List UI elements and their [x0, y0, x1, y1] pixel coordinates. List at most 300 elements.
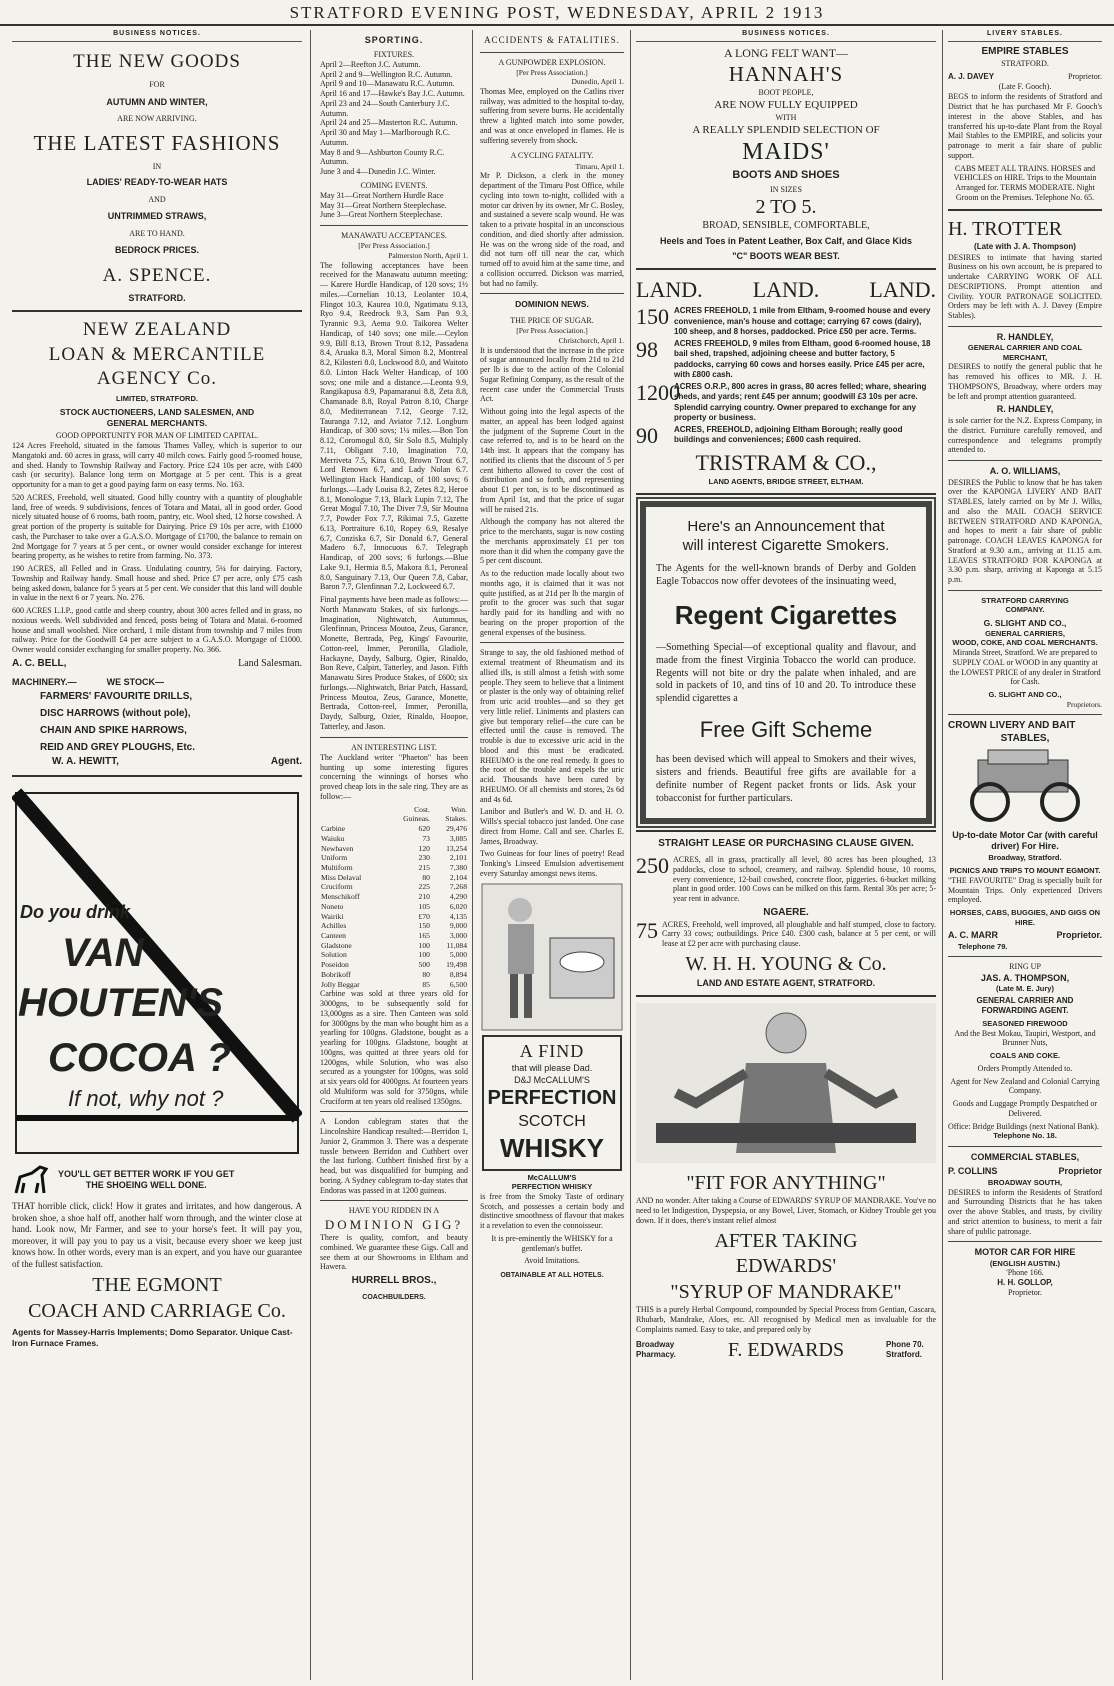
ad-line: WITH [775, 112, 797, 122]
ad-line: McCALLUM'S [527, 1172, 577, 1182]
ad-line: A. C. MARR [948, 930, 998, 941]
table-cell: 105 [418, 901, 430, 911]
ad-line: H. TROTTER [948, 217, 1063, 240]
listing-text: ACRES O.R.P., 800 acres in grass, 80 acres felled; whare, shearing sheds, and yards; rent £45 per annum; goodwill £3 10s per acre. Splendid carrying country. Owner prepared to exchange for any property or business. [674, 382, 927, 422]
table-cell: Wairiki [321, 911, 344, 921]
table-cell: Waiuku [321, 833, 345, 843]
ad-line: A REALLY SPLENDID SELECTION OF [692, 123, 880, 136]
table-cell: 100 [418, 940, 430, 950]
acre-number: 75 [636, 917, 658, 943]
ad-line: MACHINERY.— [12, 676, 77, 687]
ad-line: COMPANY. [1005, 605, 1045, 615]
table-cell: 165 [418, 930, 430, 940]
ad-line: ARE TO HAND. [129, 228, 185, 238]
ad-line: COACH AND CARRIAGE Co. [28, 1299, 286, 1322]
ad-line: NEW ZEALAND [82, 319, 232, 341]
table-cell: 73 [422, 833, 430, 843]
ad-line: SEASONED FIREWOOD [982, 1019, 1068, 1029]
property-listing: ACRES, Freehold, well improved, all ploughable and half stumped, close to factory. Carry 33 cows; outbuildings. Price £40. £300 cash, balance at 5 per cent, or will lease at £2 per acre with purchasing clause. [662, 919, 936, 949]
ad-line: W. H. H. YOUNG & Co. [685, 952, 887, 975]
ad-line: "FIT FOR ANYTHING" [686, 1171, 886, 1194]
ad-line: JAS. A. THOMPSON, [980, 972, 1070, 983]
dateline: Palmerston North, April 1. [388, 251, 468, 261]
event-item: May 31—Great Northern Steeplechase. [320, 200, 447, 210]
table-cell: 210 [418, 892, 430, 902]
ad-line: COACHBUILDERS. [362, 1293, 426, 1301]
ad-line: COCOA ? [48, 1036, 231, 1081]
subhead: THE PRICE OF SUGAR. [510, 316, 594, 326]
table-row [320, 873, 468, 883]
article-body: Without going into the legal aspects of the matter, an appeal has been lodged against the judgment of the Supreme Court in the case referred to, and is to be heard on the 14th inst. It appears that the company has notified its clients that the discount of 5 per cent hitherto allowed to cover the cost of distribution and so forth, and representing about £1 per ton, is to be discontinued as from April 1st, and that the price of sugar will be raised 21s. [480, 407, 624, 514]
fixture-item: April 30 and May 1—Marlborough R.C. Autumn. [320, 128, 450, 147]
table-row [320, 882, 468, 892]
ad-line: LADIES' READY-TO-WEAR HATS [86, 177, 228, 188]
ad-line: GOOD OPPORTUNITY FOR MAN OF LIMITED CAPITAL. [55, 431, 259, 441]
ad-line: P. COLLINS [948, 1166, 998, 1177]
article-body: Mr P. Dickson, a clerk in the money department of the Timaru Post Office, while cycling into town to-night, collided with a motor car driven by its owner, Mr C. Bosley, and sustained a severe scalp wound. He was taken to a private hospital in an unconscious condition, and died shortly after admission. He was on the wrong side of the road, and did not turn off till near the car, which turned off to avoid him at the same time, and a collision occurred. Dickson was married, but had no family. [480, 171, 624, 288]
ad-line: Agents for Massey-Harris Implements; Domo Separator. Unique Cast-Iron Furnace Frames. [12, 1327, 293, 1349]
table-cell: Solution [321, 950, 347, 960]
ad-line: Proprietor. [1008, 1288, 1042, 1298]
ad-body: THAT horrible click, click! How it grates and irritates, and how dangerous. A broken shoe, a shoe half off, another half worn through, and the winter close at hand. Look now, Mr Farmer, and see to your horse's feet. It will pay you, moreover, it will pay you to pay us a visit, because every shoer we keep just knows how. In other words, every man is an expert, and you have our guarantee of the fullest satisfaction. [12, 1201, 302, 1269]
regent-cigarettes-ad [640, 501, 932, 825]
table-cell: 120 [418, 843, 430, 853]
table-cell: 5,000 [449, 950, 467, 960]
ad-line: THE NEW GOODS [73, 50, 241, 72]
ad-line: WE STOCK— [106, 676, 165, 687]
table-cell: Jolly Beggar [321, 979, 360, 989]
ad-line: EDWARDS' [735, 1255, 837, 1278]
ad-line: TRISTRAM & CO., [695, 450, 877, 475]
table-cell: Bobrikoff [321, 969, 351, 979]
ad-line: PERFECTION WHISKY [511, 1182, 593, 1192]
subhead: DOMINION NEWS. [515, 299, 589, 310]
property-listing: 124 Acres Freehold, situated in the famous Thames Valley, which is superior to our Mangatoki and. 60 acres in grass, will carry 40 milch cows. Fairly good 5-roomed house, and shed. Handy to Township Railway and Factory. Price £24 10s per acre, with £400 cash (or security). Balance long term on Mortgage at 5 per cent. This is a great opportunity for a man to get a good paying farm on easy terms. No. 163. [12, 441, 302, 490]
ad-body: DESIRES to inform the Residents of Stratford and Surrounding Districts that he has taken over the above Stables, and trusts, by civility and strict attention to business, to merit a fair share of public patronage. [948, 1187, 1102, 1236]
property-listing: 190 ACRES, all Felled and in Grass. Undulating country, 5¼ for dairying. Factory, Township and Railway handy. Small house and shed. Price £7 per acre, only £75 cash being asked down, balance for 5 years at 5 per cent. We consider that this land will double in value in the next 6 or 7 years. No. 276. [12, 564, 302, 603]
whisky-ad [480, 882, 624, 1282]
ad-body: Miranda Street, Stratford. We are prepared to SUPPLY COAL or WOOD in any quantity at the LOWEST PRICE of any dealer in Stratford for Cash. [949, 648, 1101, 687]
press-line: [Per Press Association.] [516, 326, 588, 336]
table-header: Stakes. [445, 814, 467, 824]
ad-line: Phone 70. Stratford. [885, 1340, 924, 1360]
ad-line: Do you drink [20, 902, 131, 923]
horse-table [320, 805, 468, 990]
subhead: FIXTURES. [373, 49, 415, 59]
table-cell: 9,000 [449, 921, 467, 931]
article-body: Carbine was sold at three years old for 3000gns, to be subsequently sold for 13,000gns as a sire. Then Canteen was sold for 3000gns by the man who bought him as a yearling for 100gns. Gladstone, bought as a yearling for 100gns. Gladstone, bought at 100gns, was quitted at three years old for 1200gns, while Solution, who was also secured as a youngster for 100gns, was sold at six years old for 4000gns. At fourteen years old Multiform was sold for 3750gns, while Cruciform at ten years old realised 1350gns. [320, 989, 468, 1106]
table-cell: 8,894 [449, 969, 467, 979]
fixture-item: April 23 and 24—South Canterbury J.C. Autumn. [320, 98, 450, 118]
ad-line: If not, why not ? [68, 1086, 224, 1112]
ad-line: HURRELL BROS., [351, 1275, 437, 1287]
ad-line: Up-to-date Motor Car (with careful driver) For Hire. [952, 829, 1098, 852]
subhead: A GUNPOWDER EXPLOSION. [498, 57, 606, 67]
fixture-item: May 8 and 9—Ashburton County R.C. Autumn. [320, 147, 445, 167]
fixture-item: June 3 and 4—Dunedin J.C. Winter. [320, 167, 436, 176]
ad-line: H. H. GOLLOP, [997, 1278, 1053, 1288]
ad-line: Avoid Imitations. [524, 1256, 580, 1266]
column-5 [942, 30, 1108, 1680]
events-list [320, 191, 468, 220]
table-cell: Noneto [321, 901, 344, 911]
ad-line: (Late F. Gooch). [998, 82, 1052, 92]
table-cell: 215 [418, 862, 430, 872]
ad-line: will interest Cigarette Smokers. [682, 536, 890, 554]
ad-line: And the Best Mokau, Taupiri, Westport, and Brunner Nuts, [954, 1028, 1096, 1048]
ad-line: CHAIN AND SPIKE HARROWS, [40, 725, 187, 737]
horse-icon [12, 1163, 52, 1197]
ad-line: BROAD, SENSIBLE, COMFORTABLE, [702, 220, 870, 232]
table-cell: 3,000 [449, 930, 467, 940]
acre-number: 90 [636, 423, 658, 448]
ad-line: HAVE YOU RIDDEN IN A [348, 1206, 440, 1216]
listing-text: ACRES FREEHOLD, 1 mile from Eltham, 9-roomed house and every convenience, man's house and cottage; carrying 67 cows (dairy), 100 sheep, and 8 horses, paddocked. Price £50 per acre. Terms. [674, 306, 931, 336]
ad-body: AND no wonder. After taking a Course of EDWARDS' SYRUP OF MANDRAKE. You've no need to let Indigestion, Dyspepsia, or any Bowel, Liver, Stomach, or Kidney Trouble get you down. If it does, there's instant relief almost [636, 1196, 936, 1225]
press-line: [Per Press Association.] [516, 67, 588, 77]
ad-line: R. HANDLEY, [996, 404, 1054, 415]
ad-line: YOU'LL GET BETTER WORK IF YOU GET [58, 1168, 235, 1179]
agent-name: A. C. BELL, [12, 657, 67, 669]
table-header: Cost. [414, 804, 430, 814]
ad-body: has been devised which will appeal to Smokers and their wives, sisters and friends. Beautiful free gifts are available for a definite number of Regent packet fronts or lids. Ask your tobacconist for further particulars. [656, 754, 916, 804]
ad-line: AUTUMN AND WINTER, [106, 96, 208, 107]
ad-line: THE LATEST FASHIONS [33, 131, 281, 156]
subhead: A CYCLING FATALITY. [510, 151, 594, 161]
ad-line: IN [152, 162, 162, 172]
table-cell: 19,498 [446, 960, 467, 970]
ad-body: DESIRES the Public to know that he has taken over the KAPONGA LIVERY AND BAIT STABLES, lately carried on by Mr J. Wilks, and also the MAIL COACH SERVICE BETWEEN STRATFORD AND KAPONGA, and hopes to merit a fair share of public patronage. COACH LEAVES KAPONGA for Stratford at 9.30 a.m., arriving at 11.15 a.m. LEAVES STRATFORD FOR KAPONGA at 3.30 p.m. sharp, arriving at Kaponga at 5.15 p.m. [948, 477, 1102, 585]
table-row [320, 921, 468, 931]
ad-line: BROADWAY SOUTH, [987, 1177, 1063, 1187]
ad-line: Here's an Announcement that [687, 517, 885, 535]
motor-car-illustration [948, 746, 1098, 826]
land-heading [636, 276, 936, 304]
ad-line: Proprietor [1058, 1166, 1102, 1177]
ad-line: Telephone 79. [958, 941, 1008, 951]
ad-line: STABLES, [1000, 733, 1050, 744]
property-listing: 520 ACRES, Freehold, well situated. Good hilly country with a quantity of ploughable land, free of weeds. 9 subdivisions, fences of Totara and Matai, all in good order. Good nicely situated house of 6 rooms, bath room, pantry, etc. Wool shed, 12 horse cowshed. A great portion of the property is suitable for Dairying. Price £9 10s per acre, with £1000 cash, the Purchaser to take over a G.A.S.O. Mortgage of £1700, the balance to remain on 2nd Mortgage for 7 years at 5 per cent., or owner would consider exchange for interest bearing property, as he wishes to retire from farming. No. 373. [12, 492, 302, 561]
table-cell: 7,268 [449, 882, 467, 892]
table-row [320, 853, 468, 863]
ad-line: Office: Bridge Buildings (next National Bank). [948, 1121, 1099, 1131]
dateline: Dunedin, April 1. [571, 77, 624, 87]
fixture-item: April 9 and 10—Manawatu R.C. Autumn. [320, 79, 455, 89]
table-cell: 11,084 [446, 940, 467, 950]
ad-line: It is pre-eminently the WHISKY for a gentleman's buffet. [491, 1233, 613, 1253]
ad-body: The Agents for the well-known brands of Derby and Golden Eagle Tobaccos now offer devotees of the insinuating weed, [656, 563, 916, 587]
ad-line: HORSES, CABS, BUGGIES, AND GIGS ON HIRE. [949, 908, 1101, 927]
ad-line: 2 TO 5. [755, 195, 817, 218]
ad-body: is free from the Smoky Taste of ordinary Scotch, and possesses a certain body and distinctive smoothness of flavour that makes it a revelation to even the connoisseur. [480, 1191, 624, 1231]
ad-line: STRATFORD. [128, 292, 186, 303]
ad-line: Broadway Pharmacy. [636, 1340, 676, 1360]
table-row [320, 892, 468, 902]
listing-text: ACRES, FREEHOLD, adjoining Eltham Borough; really good buildings and conveniences; £600 cash required. [674, 425, 903, 445]
table-cell: Menschikoff [321, 892, 360, 902]
ad-line: 'Phone 166. [1006, 1268, 1044, 1278]
ad-line: STRATFORD. [1001, 58, 1049, 68]
listing-text: ACRES FREEHOLD, 9 miles from Eltham, good 6-roomed house, 18 bail shed, trapshed, adjoining cheese and butter factory, 5 paddocks, carrying 60 cows and horses easily. Price £45 per acre, with £800 cash. [674, 339, 931, 379]
ad-line: MOTOR CAR FOR HIRE [974, 1247, 1076, 1258]
ad-line: NGAERE. [763, 906, 809, 918]
article-body: Although the company has not altered the price to the merchants, sugar is now costing the merchants approximately £1 per ton more than it did when the company gave the 5 per cent discount. [480, 517, 624, 566]
acre-number: 1200 [636, 380, 680, 406]
land-listing [636, 339, 936, 380]
ad-line: COALS AND COKE. [989, 1051, 1061, 1061]
ad-line: F. EDWARDS [727, 1338, 845, 1361]
ad-line: LAND. [636, 277, 703, 303]
masthead: STRATFORD EVENING POST, WEDNESDAY, APRIL 2 1913 [0, 0, 1114, 26]
article-body: Strange to say, the old fashioned method of external treatment of Rheumatism and its allied ills, is still almost a fetish with some people. They seem to believe that a liniment or plaster is the only way of obtaining relief from uric acid troubles—and so they get very little relief. Liniments and plasters can give but temporary relief—the cure can be effected until the cause is removed. The trouble is due to excessive uric acid in the blood and this must be eradicated. RHEUMO is the one real remedy. It goes to the root of the trouble and expels the uric acid. Thousands have been cured by RHEUMO. Of all chemists and stores, 2s 6d and 4s 6d. [480, 648, 624, 804]
ad-line: Heels and Toes in Patent Leather, Box Calf, and Glace Kids [660, 236, 912, 247]
property-listing: ACRES, all in grass, practically all level, 80 acres has been ploughed, 13 paddocks, close to school, creamery, and railway. Splendid house, 10 rooms, every convenience, 12-bail cowshed, concrete floor, piggeries. 6-bucket milking plant in good order. 100 Cows can be milked on this farm. Rental 30s per acre; 5-year rent in advance. [673, 855, 936, 904]
ad-line: LAND. [752, 277, 820, 303]
ad-line: HANNAH'S [728, 62, 844, 87]
table-cell: Poseidon [321, 960, 349, 970]
land-listing [636, 425, 936, 447]
ad-line: GENERAL CARRIER AND FORWARDING AGENT. [976, 995, 1074, 1015]
article-body: Final payments have been made as follows:— North Manawatu Stakes, of six furlongs.—Imagination, Nightwatch, Autumnus, Glenfinnan, Princess Moutoa, Zeus, Garance, Monette, Bertrada, Peg, Kings' Favourite, Cotton-reel, Immer, Peronilla, Gladiole, Hackayne, Daydy, Salburg, Ogier, Rinaldo, Bon Reve, Calpirt, Tatterley, and Jason. Fifth Manawatu Sires Produce Stakes, of £600; six furlongs.—Nightwatch, Briar Patch, Hassard, Princess Moutoa, Zeus, Garance, Monette, Bertrada, Cotton-reel, Immer, Peronilla, Daydy, Salburg, Ozier, Rinaldo, Hoopoe, Tatterley, and Jason. [320, 595, 468, 731]
fixture-item: April 2 and 9—Wellington R.C. Autumn. [320, 69, 453, 79]
ad-line: A FIND [519, 1041, 585, 1062]
ad-line: REID AND GREY PLOUGHS, Etc. [40, 742, 196, 754]
table-cell: Gladstone [321, 940, 352, 950]
agent-role: Land Salesman. [238, 657, 302, 669]
ad-line: GENERAL MERCHANTS. [106, 417, 208, 428]
table-row [320, 912, 468, 922]
table-cell: £70 [418, 911, 430, 921]
ad-line: G. SLIGHT AND CO., [983, 617, 1067, 628]
ad-line: VAN [62, 931, 144, 976]
ad-line: IN SIZES [770, 184, 802, 194]
acre-number: 250 [636, 853, 669, 879]
table-cell: 225 [418, 882, 430, 892]
ad-line: (Late with J. A. Thompson) [974, 242, 1076, 252]
article-body: It is understood that the increase in the price of sugar announced locally from 21d to 21d per lb is due to the action of the Colonial Sugar Refining Company, as the result of the recent case under the Commercial Trusts Act. [480, 345, 624, 404]
ad-line: LAND AGENTS, BRIDGE STREET, ELTHAM. [708, 477, 864, 487]
ad-line: A. J. DAVEY [948, 71, 995, 81]
table-cell: 4,290 [449, 892, 467, 902]
property-listing: 600 ACRES L.I.P., good cattle and sheep country, about 300 acres felled and in grass, no noxious weeds. Well subdivided and fenced, posts being of Totara and Matai. 6-roomed house and small woolshed. Nice orchard, 1 mile distant from township and 7 miles from railway. Price for the Goodwill £4 per acre subject to a G.A.S.O. Mortgage of £1000. Owner would consider exchanging for smaller property. No. 366. [12, 606, 302, 655]
column-rule [310, 30, 311, 1680]
ad-line: BOOT PEOPLE, [758, 88, 814, 98]
cocoa-ad [12, 783, 302, 1163]
table-row [320, 950, 468, 960]
ad-line: THE SHOEING WELL DONE. [85, 1180, 207, 1191]
table-cell: 6,500 [449, 979, 467, 989]
ad-line: Orders Promptly Attended to. [977, 1063, 1073, 1073]
article-body: The following acceptances have been received for the Manawatu autumn meeting:— Karere Hurdle Handicap, of 120 sovs; 1½ miles.—Cornelian 10.13, Leolanter 10.4, Flingot 10.3, Kaurea 10.0, Ngatimatu 9.13, Ryo 9.4, Reedrock 9.3, Sam Pan 9.3, Tyrannic 9.3, Aema 9.0. Taikorea Welter Handicap, of 140 sovs; one mile.—Ceylon 9.9, Bill 8.13, Brown Trout 8.12, Passadena 8.4, Aruaka 8.3, Moral Simon 8.2, Montreal 8.2, Kilosteri 8.0, Lockwood 8.0, and Waitoto 8.0. Linton Hack Welter Handicap, of 100 sovs; one mile and a distance.—Leonta 9.9, Rangikapusa 8.9, Papamaranui 8.8, Zeta 8.8, Chamanade 8.8, Royal Patron 8.10, Charge 8.0, Mediterranean 7.12, George 7.12, Tauranga 7.12, and Aviator 7.12. Longburn Handicap, of 300 sovs; 1¼ miles.—Bon Ton 8.12, Coromogul 8.0, Sir Solo 8.5, Multiply 7.11, Obligant 7.10, Imagination 7.0, Merriveta 7.5, Kina 6.10, Brown Trout 6.7, Lord Renown 6.7, and Lady Nolan 6.7. Wellington Hack Handicap, of 100 sovs; 6 furlongs.—Lady Louisa 8.2, Zetes 8.2, Heroe 8.1, Monologue 7.13, Black Lupin 7.12, The Great Mogul 7.10, The Diver 7.9, Sir Moutoa 7.7, Powder Fox 7.7, Rikimai 7.5, Gazette 6.13, Portraiture 6.10, Ropey 6.9, Resalye 6.7, Conziska 6.7, Sir Donald 6.7, General Madero 6.7, Innocuous 6.7. Telegraph Handicap, of 200 sovs; 6 furlongs.—Blue Lake 9.1, Hermia 8.5, Makora 8.1, Peroneal 8.0, Sanguinary 7.13, Our Queen 7.8, Cabar, Baron 7.7, Glenfinnan 7.2, Lockweed 6.7. [320, 260, 468, 592]
table-row [320, 902, 468, 912]
ad-line: ARE NOW FULLY EQUIPPED [714, 99, 858, 112]
table-row [320, 834, 468, 844]
land-listings [636, 306, 936, 447]
table-cell: 29,476 [446, 824, 467, 834]
dateline: Christchurch, April 1. [558, 335, 624, 345]
ad-body: —Something Special—of exceptional quality and flavour, and made from the finest Virginia Tobacco the world can produce. Regents will not bite or dry the palate when inhaled, and are sold in packets of 10, and tins of 10 and 20. To introduce these splendid cigarettes a [656, 641, 916, 705]
ad-line: PERFECTION [487, 1087, 617, 1110]
article-body: A London cablegram states that the Lincolnshire Handicap resulted:—Berridon 1, Junior 2, Grammon 3. There was a desperate tussle between Berridon and Cuthbert over the last furlong. Cuthbert finished first by a head, but was disqualified for bumping and boring. A Sydney cablegram to-day states that Endoras was passed in at 1200 guineas. [320, 1117, 468, 1195]
table-cell: 85 [422, 979, 430, 989]
event-item: June 3—Great Northern Steeplechase. [320, 210, 443, 220]
ad-line: HOUTEN'S [18, 981, 224, 1026]
table-row [320, 980, 468, 990]
ad-line: AGENCY Co. [96, 367, 218, 389]
subhead: AN INTERESTING LIST. [351, 742, 437, 752]
table-row [320, 863, 468, 873]
ad-body: There is quality, comfort, and beauty combined. We guarantee these Gigs. Call and see them at our Showrooms in Eltham and Hawera. [320, 1233, 468, 1272]
section-label: BUSINESS NOTICES. [12, 30, 302, 42]
table-row [320, 941, 468, 951]
article-body: Two Guineas for four lines of poetry! Read Tonking's Linseed Emulsion advertisement every Saturday amongst news items. [480, 849, 624, 878]
ad-body: DESIRES to notify the general public that he has removed his offices to MR. J. H. THOMPSON'S, Broadway, where orders may be left and prompt attention guaranteed. [948, 362, 1102, 401]
press-line: [Per Press Association.] [358, 241, 430, 251]
table-cell: 2,101 [449, 853, 467, 863]
section-label: BUSINESS NOTICES. [636, 30, 936, 42]
article-body: Thomas Mee, employed on the Catlins river railway, was admitted to the hospital to-day, suffering from severe burns. He accidentally threw a lighted match into some powder, and was at once enveloped in flames. He is suffering severely from shock. [480, 86, 624, 145]
table-cell: 6,020 [449, 901, 467, 911]
ad-line: A. O. WILLIAMS, [989, 466, 1061, 476]
fixture-item: April 24 and 25—Masterton R.C. Autumn. [320, 118, 458, 128]
acre-number: 150 [636, 304, 669, 330]
ad-line: Telephone No. 18. [993, 1131, 1057, 1141]
table-header: Guineas. [403, 814, 430, 824]
ad-line: STRATFORD CARRYING [981, 595, 1069, 605]
ad-line: LOAN & MERCANTILE [48, 343, 266, 365]
ad-line: Regent Cigarettes [674, 599, 898, 630]
ad-line: PICNICS AND TRIPS TO MOUNT EGMONT. [949, 866, 1101, 876]
ad-line: DISC HARROWS (without pole), [40, 708, 191, 720]
ad-line: G. SLIGHT AND CO., [988, 690, 1062, 700]
ad-line: BEDROCK PRICES. [114, 244, 199, 255]
ad-body: THIS is a purely Herbal Compound, compounded by Special Process from Gentian, Cascara, Rhubarb, Mandrake, Aloes, etc. All recognised by Medical men as invaluable for the Complaints named. Easy to take, and prepared only by [636, 1305, 936, 1334]
table-row [320, 970, 468, 980]
ad-line: COMMERCIAL STABLES, [970, 1151, 1080, 1162]
table-cell: Miss Delaval [321, 872, 362, 882]
land-listing [636, 306, 936, 337]
ad-line: MAIDS' [742, 138, 830, 165]
table-cell: 13,254 [446, 843, 467, 853]
man-illustration [636, 1003, 936, 1163]
ad-line: ARE NOW ARRIVING. [117, 114, 197, 124]
ad-line: "SYRUP OF MANDRAKE" [670, 1280, 902, 1303]
ad-line: LAND. [869, 277, 936, 303]
ad-line: GENERAL CARRIER AND COAL MERCHANT, [967, 343, 1083, 362]
ad-line: GENERAL CARRIERS, [985, 628, 1065, 638]
ad-body: is sole carrier for the N.Z. Express Company, in the district. Furniture carefully removed, and correspondence and telegrams promptly attended to. [948, 416, 1102, 455]
nzl-ad [12, 318, 302, 769]
ad-line: LAND AND ESTATE AGENT, STRATFORD. [696, 977, 876, 988]
ad-line: Proprietors. [1066, 699, 1102, 709]
ad-line: FARMERS' FAVOURITE DRILLS, [40, 691, 193, 703]
table-cell: Uniform [321, 853, 348, 863]
section-title: SPORTING. [364, 35, 424, 45]
ad-line: FOR [149, 80, 165, 90]
spence-ad [12, 50, 302, 304]
table-cell: 620 [418, 824, 430, 834]
fixtures-list [320, 60, 468, 177]
table-cell: 230 [418, 853, 430, 863]
ad-line: SCOTCH [518, 1112, 586, 1130]
ad-body: DESIRES to intimate that having started Business on his own account, he is prepared to undertake CARRYING WORK OF ALL DESCRIPTIONS. Prompt attention and Civility. YOUR PATRONAGE SOLICITED. Orders may be left with A. J. Davey (Empire Stables). [948, 252, 1102, 321]
ad-line: CROWN LIVERY AND BAIT [948, 720, 1076, 732]
table-row [320, 844, 468, 854]
table-row [320, 931, 468, 941]
article-body: As to the reduction made locally about two months ago, it is claimed that it was not quite justified, as at 21d per lb the margin of profit to the grocer was such that sugar hardly paid for its handling and with no bearing on the proper proportion of the general expenses of the business. [480, 569, 624, 637]
ad-body: "THE FAVOURITE" Drag is specially built for Mountain Trips. Only experienced Drivers employed. [948, 875, 1102, 905]
column-3 [474, 30, 630, 1680]
subhead: COMING EVENTS. [360, 180, 428, 190]
whisky-illustration [480, 882, 624, 1032]
ad-line: Proprietor. [1068, 71, 1102, 81]
table-cell: Canteen [321, 930, 346, 940]
table-cell: 7,380 [449, 862, 467, 872]
column-2 [314, 30, 474, 1680]
agent-role: Agent. [270, 756, 302, 768]
table-cell: Multiform [321, 862, 353, 872]
ad-line: UNTRIMMED STRAWS, [107, 211, 207, 222]
ad-line: WHISKY [500, 1133, 604, 1164]
table-cell: Achilles [321, 921, 347, 931]
ad-line: EMPIRE STABLES [981, 45, 1069, 57]
hannahs-ad [636, 46, 936, 262]
ad-line: LIMITED, STRATFORD. [116, 394, 198, 404]
article-body: Lanibor and Butler's and W. D. and H. O. Wills's special tobacco just landed. One case direct from Home. Call and see. Charles E. James, Broadway. [480, 807, 624, 846]
ad-body: BEGS to inform the residents of Stratford and District that he has purchased Mr F. Gooch's interest in the above Stables, and has transferred his up-to-date Plant from the Royal Mail Stables to the EMPIRE, and solicits your patronage to merit a fair share of public support. [948, 92, 1102, 160]
ad-line: A LONG FELT WANT— [723, 45, 849, 60]
ad-line: RING UP [1009, 962, 1041, 972]
ad-line: Agent for New Zealand and Colonial Carrying Company. [950, 1076, 1100, 1096]
ad-line: AND [148, 194, 166, 204]
table-cell: Newhaven [321, 843, 354, 853]
fixture-item: April 2—Reefton J.C. Autumn. [320, 59, 421, 69]
ad-line: R. HANDLEY, [996, 331, 1054, 342]
fixture-item: April 16 and 17—Hawke's Bay J.C. Autumn. [320, 89, 465, 98]
table-row [320, 960, 468, 970]
ad-line: Free Gift Scheme [699, 716, 873, 742]
ad-line: D&J McCALLUM'S [514, 1074, 590, 1085]
ad-line: OBTAINABLE AT ALL HOTELS. [500, 1272, 604, 1280]
column-4 [630, 30, 942, 1680]
ad-line: STRAIGHT LEASE OR PURCHASING CLAUSE GIVEN. [658, 838, 914, 850]
column-1 [6, 30, 308, 1680]
event-item: May 31—Great Northern Hurdle Race [320, 190, 444, 200]
table-row [320, 824, 468, 834]
ad-body: CABS MEET ALL TRAINS. HORSES and VEHICLES on HIRE. Trips to the Mountain Arranged for. TERMS MODERATE. Night Groom on the Premises. Telephone No. 65. [953, 163, 1097, 202]
article-body: The Auckland writer "Phaeton" has been hunting up some interesting figures concerning the winnings of horses who proved cheap lots in the sale ring. They are as follow:— [320, 752, 468, 801]
dateline: Timaru, April 1. [575, 161, 624, 171]
table-cell: 150 [418, 921, 430, 931]
table-cell: 3,085 [449, 833, 467, 843]
table-cell: Carbine [321, 824, 346, 834]
ad-line: BOOTS AND SHOES [732, 168, 840, 181]
section-label: LIVERY STABLES. [948, 30, 1102, 42]
ad-line: (ENGLISH AUSTIN.) [989, 1258, 1061, 1268]
ad-line: that will please Dad. [511, 1063, 593, 1074]
table-header: Won. [450, 804, 467, 814]
ad-line: THE EGMONT [92, 1274, 222, 1297]
table-cell: 500 [418, 960, 430, 970]
subhead: MANAWATU ACCEPTANCES. [341, 231, 447, 241]
table-cell: Cruciform [321, 882, 353, 892]
land-listing [636, 382, 936, 423]
ad-line: Broadway, Stratford. [988, 852, 1062, 862]
ad-line: WOOD, COKE, AND COAL MERCHANTS. [952, 638, 1098, 648]
ad-line: AFTER TAKING [714, 1229, 858, 1252]
section-title: ACCIDENTS & FATALITIES. [484, 35, 620, 45]
shoeing-ad [12, 1163, 302, 1349]
